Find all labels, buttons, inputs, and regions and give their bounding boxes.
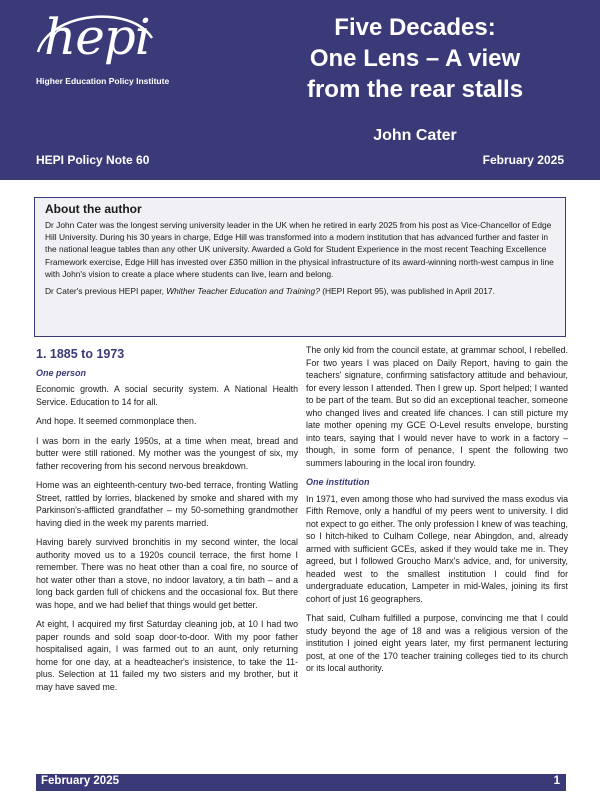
body-paragraph: Economic growth. A social security system. A National Health Service. Education to 14 for all.	[36, 384, 298, 407]
about-heading: About the author	[45, 202, 142, 216]
title-line: from the rear stalls	[306, 76, 524, 103]
body-paragraph: The only kid from the council estate, at grammar school, I rebelled. For two years I was placed on Daily Report, having to gain the teachers' signature, confirming satisfactory attitude and behaviour, for every lesson I attended. Then I grew up. Sport helped; I wanted to be part of the team. But so did an exceptional teacher, someone who changed lives and created life chances. I can still picture my late mother opening my GCE O-Level results envelope, bursting into tears, saying that I would never have to work in a factory – though, in some form of penance, I spent the following two summers labouring in the local iron foundry.	[306, 345, 568, 468]
previous-paper-title: Whither Teacher Education and Training?	[166, 286, 320, 297]
body-paragraph: At eight, I acquired my first Saturday cleaning job, at 10 I had two paper rounds and sold soap door-to-door. With my poor father hospitalised again, I was farmed out to an aunt, only returning home for one day, at a headteacher's insistence, to take the 11-plus. Selection at 11 failed my two sisters and my brother, but it may have saved me.	[36, 619, 298, 692]
page-footer	[36, 774, 566, 791]
about-the-author-box	[34, 197, 566, 337]
report-title	[250, 12, 580, 105]
text: Dr Cater's previous HEPI paper,	[45, 286, 167, 297]
policy-note-label: HEPI Policy Note 60	[36, 153, 150, 167]
author-name: John Cater	[373, 127, 457, 144]
about-paragraph-previous-paper	[45, 285, 555, 297]
body-paragraph: And hope. It seemed commonplace then.	[36, 416, 197, 426]
right-column	[306, 344, 568, 682]
body-paragraph: Home was an eighteenth-century two-bed terrace, fronting Watling Street, rattled by lorries, blackened by smoke and shared with my Parkinson's-afflicted grandfather – my 50-something grandmother having died in the week my parents married.	[36, 480, 298, 528]
body-paragraph: In 1971, even among those who had survived the mass exodus via Fifth Remove, only a handful of my peers went to university. I did not expect to go either. The only profession I knew of was teaching, so I hitch-hiked to Culham College, near Abingdon, and, already armed with sufficient GCEs, asked if they would take me in. They agreed, but I followed Groucho Marx's advice, and, for university, headed west to the smallest institution I could find for undergraduate education, Lampeter in mid-Wales, joining its first cohort of just 16 geographers.	[306, 493, 568, 604]
title-line: One Lens – A view	[309, 45, 521, 72]
left-column	[36, 348, 298, 700]
body-paragraph: Having barely survived bronchitis in my second winter, the local authority moved us to a 1920s council terrace, the first home I remember. There was no heat other than a coal fire, no source of hot water other than a stove, no indoor lavatory, a tin bath – and a long back garden full of chickens and the occasional fox. But there was hope, and we had belief that things would get better.	[36, 537, 298, 610]
hepi-logo: hepi	[44, 8, 150, 66]
title-line: Five Decades:	[334, 14, 496, 41]
body-paragraph: I was born in the early 1950s, at a time when meat, bread and butter were still rationed. My mother was the youngest of six, my father recovering from his second nervous breakdown.	[36, 435, 298, 471]
footer-date: February 2025	[41, 775, 119, 787]
about-paragraph: Dr John Cater was the longest serving university leader in the UK when he retired in early 2025 from his post as Vice-Chancellor of Edge Hill University. During his 30 years in charge, Edge Hill was transformed into a modern institution that has advanced further and faster in the national league tables than any other UK university. Awarded a Gold for Student Experience in the most recent Teaching Excellence Framework exercise, Edge Hill has invested over £350 million in the physical infrastructure of its award-winning north-west campus in line with John's vision to create a place where students can live, learn and belong.	[45, 220, 554, 279]
masthead	[0, 0, 600, 180]
logo-subtitle: Higher Education Policy Institute	[36, 76, 170, 86]
page-number: 1	[553, 775, 560, 787]
body-paragraph: That said, Culham fulfilled a purpose, convincing me that I could study beyond the age of 18 and was a religious version of the institution I joined eight years later, my first permanent lecturing post, at one of the 170 teacher training colleges tied to its church or its local authority.	[306, 613, 568, 673]
subheading: One person	[36, 367, 87, 378]
text: (HEPI Report 95), was published in April 2017.	[319, 286, 495, 297]
section-heading: 1. 1885 to 1973	[36, 347, 125, 361]
subheading: One institution	[306, 477, 370, 487]
publication-date: February 2025	[482, 153, 564, 167]
